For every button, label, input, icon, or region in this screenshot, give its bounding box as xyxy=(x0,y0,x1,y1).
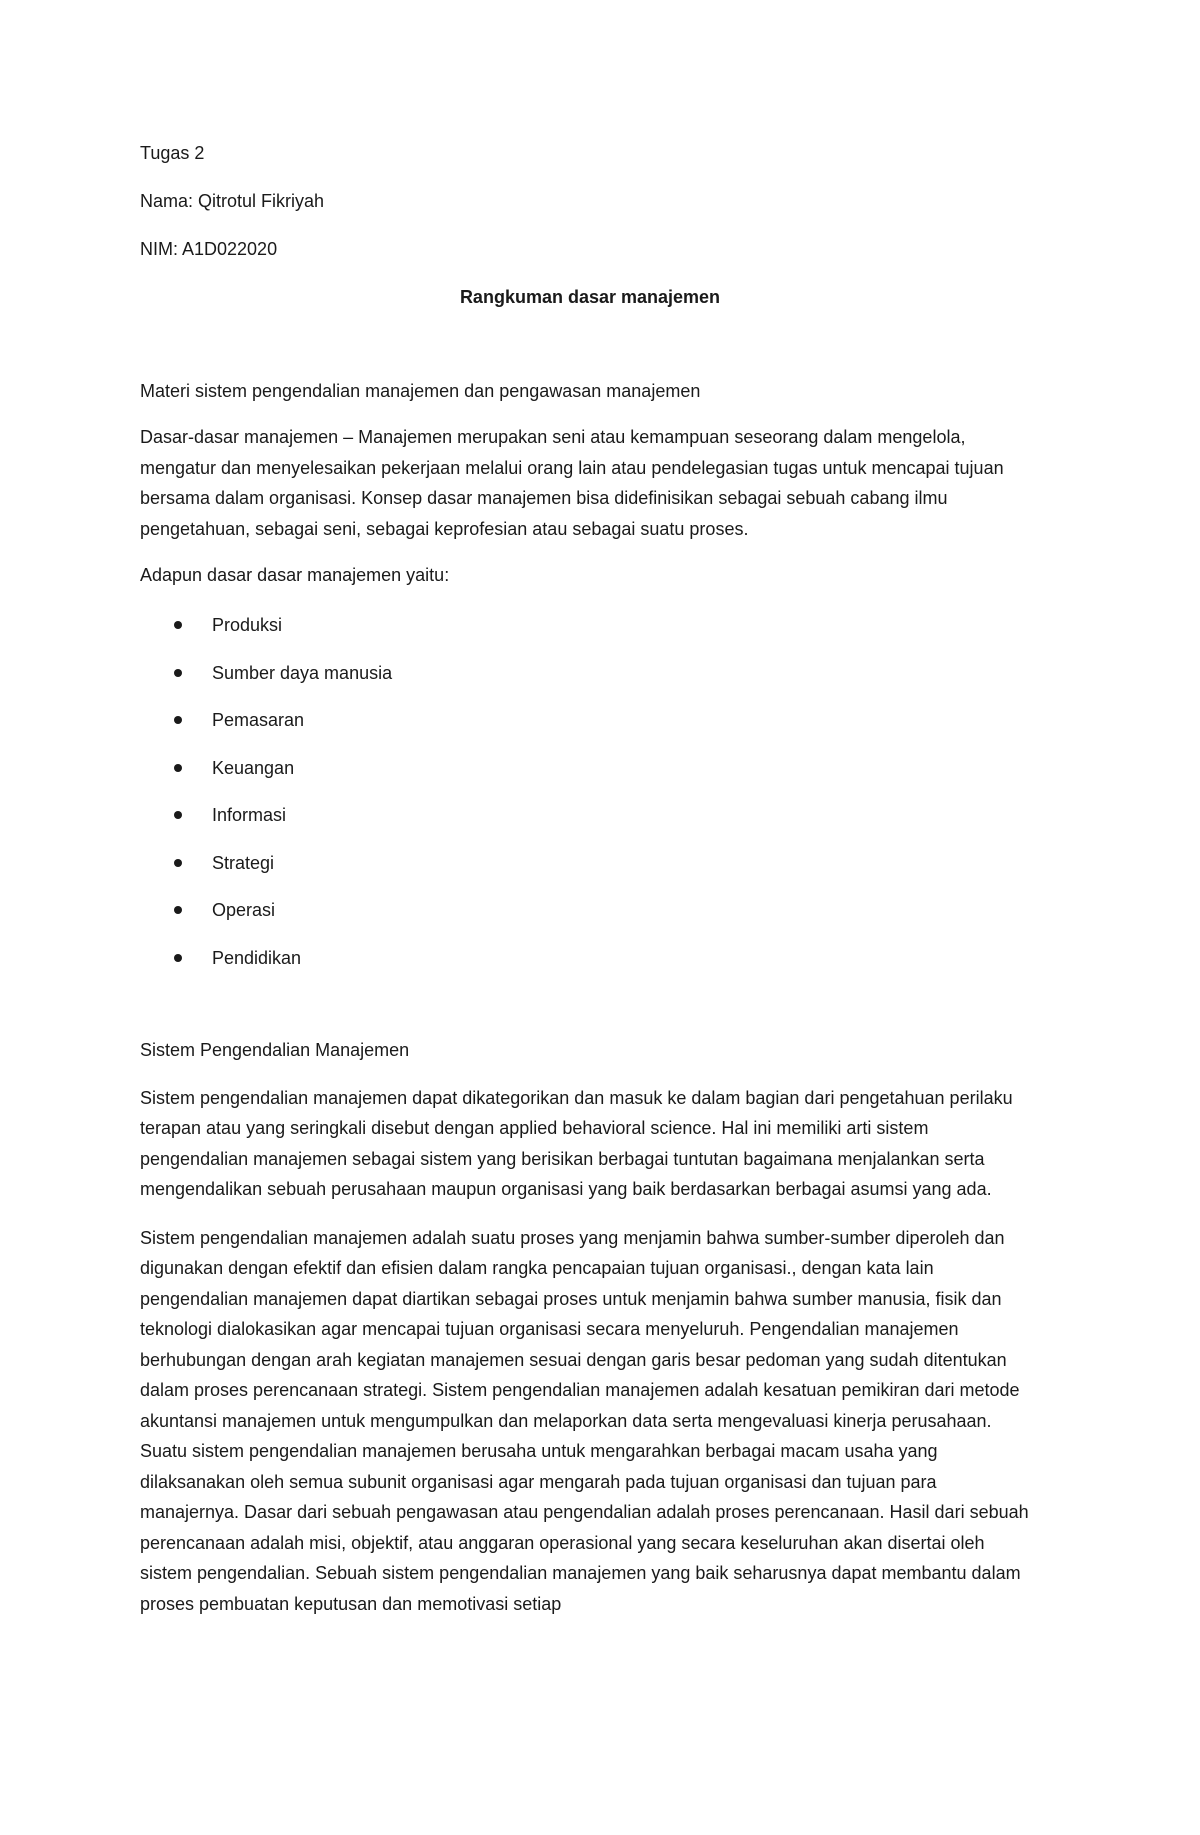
list-item xyxy=(140,945,1040,971)
assignment-label: Tugas 2 xyxy=(140,143,205,163)
list-item-label: Informasi xyxy=(212,805,287,825)
list-item xyxy=(140,660,1040,686)
bullet-icon xyxy=(174,621,182,629)
list-item xyxy=(140,755,1040,781)
bullet-icon xyxy=(174,954,182,962)
list-item xyxy=(140,802,1040,828)
management-basics-list xyxy=(140,612,1040,971)
section2-paragraph-1: Sistem pengendalian manajemen dapat dikategorikan dan masuk ke dalam bagian dari pengetahuan perilaku terapan atau yang seringkali disebut dengan applied behavioral science. Hal ini memiliki arti sistem pengendalian manajemen sebagai sistem yang berisikan berbagai tuntutan bagaimana menjalankan serta mengendalikan sebuah perusahaan maupun organisasi yang baik berdasarkan berbagai asumsi yang ada. xyxy=(140,1087,1013,1199)
list-item-label: Operasi xyxy=(212,900,276,920)
list-item-label: Strategi xyxy=(212,852,275,873)
student-nim: NIM: A1D022020 xyxy=(140,239,278,259)
list-item xyxy=(140,707,1040,733)
list-intro: Adapun dasar dasar manajemen yaitu: xyxy=(140,565,450,585)
document-title: Rangkuman dasar manajemen xyxy=(459,287,721,307)
bullet-icon xyxy=(174,764,182,772)
list-item-label: Sumber daya manusia xyxy=(212,662,393,683)
list-item xyxy=(140,897,1040,923)
student-name: Nama: Qitrotul Fikriyah xyxy=(140,191,325,211)
list-item xyxy=(140,612,1040,638)
bullet-icon xyxy=(174,716,182,724)
list-item xyxy=(140,850,1040,876)
section1-paragraph: Dasar-dasar manajemen – Manajemen merupakan seni atau kemampuan seseorang dalam mengelola, mengatur dan menyelesaikan pekerjaan melalui orang lain atau pendelegasian tugas untuk mencapai tujuan bersama dalam organisasi. Konsep dasar manajemen bisa didefinisikan sebagai sebuah cabang ilmu pengetahuan, sebagai seni, sebagai keprofesian atau sebagai suatu proses. xyxy=(140,427,1004,539)
bullet-icon xyxy=(174,906,182,914)
section1-heading: Materi sistem pengendalian manajemen dan pengawasan manajemen xyxy=(140,381,701,401)
section2-heading: Sistem Pengendalian Manajemen xyxy=(140,1039,410,1060)
list-item-label: Produksi xyxy=(212,615,283,635)
bullet-icon xyxy=(174,669,182,677)
bullet-icon xyxy=(174,859,182,867)
section2-paragraph-2: Sistem pengendalian manajemen adalah suatu proses yang menjamin bahwa sumber-sumber diperoleh dan digunakan dengan efektif dan efisien dalam rangka pencapaian tujuan organisasi., dengan kata lain pengendalian manajemen dapat diartikan sebagai proses untuk menjamin bahwa sumber manusia, fisik dan teknologi dialokasikan agar mencapai tujuan organisasi secara menyeluruh. Pengendalian manajemen berhubungan dengan arah kegiatan manajemen sesuai dengan garis besar pedoman yang sudah ditentukan dalam proses perencanaan strategi. Sistem pengendalian manajemen adalah kesatuan pemikiran dari metode akuntansi manajemen untuk mengumpulkan dan melaporkan data serta mengevaluasi kinerja perusahaan. Suatu sistem pengendalian manajemen berusaha untuk mengarahkan berbagai macam usaha yang dilaksanakan oleh semua subunit organisasi agar mengarah pada tujuan organisasi dan tujuan para manajernya. Dasar dari sebuah pengawasan atau pengendalian adalah proses perencanaan. Hasil dari sebuah perencanaan adalah misi, objektif, atau anggaran operasional yang secara keseluruhan akan disertai oleh sistem pengendalian. Sebuah sistem pengendalian manajemen yang baik seharusnya dapat membantu dalam proses pembuatan keputusan dan memotivasi setiap xyxy=(140,1227,1029,1614)
list-item-label: Pendidikan xyxy=(212,947,302,968)
list-item-label: Keuangan xyxy=(212,757,295,778)
bullet-icon xyxy=(174,811,182,819)
document-page xyxy=(140,140,1040,1637)
list-item-label: Pemasaran xyxy=(212,710,305,730)
